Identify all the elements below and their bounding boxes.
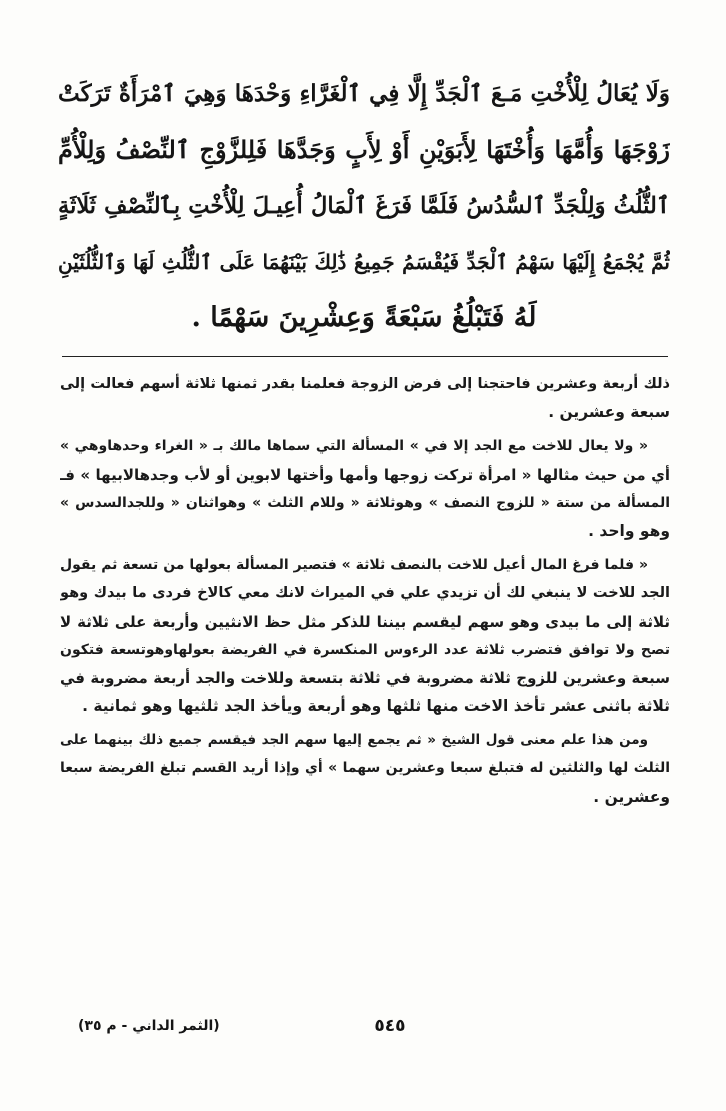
commentary-line: المسألة من ستة « للزوج النصف » وهوثلاثة « وللام الثلث » وهواثنان « وللجدالسدس »	[60, 494, 670, 511]
commentary-line: الجد للاخت لا ينبغي لك أن تزيدي علي في الميراث لانك معي كالاخ فردى ما بيدك وهو	[60, 585, 670, 602]
page-number: ٥٤٥	[374, 1016, 406, 1036]
page-footer	[60, 1016, 670, 1042]
commentary-line: ثلاثة إلى ما بيدى وهو سهم ليقسم بيننا للذكر مثل حظ الانثيين وأربعة على ثلاثة لا	[60, 612, 670, 631]
commentary-line: سبعة وعشرين للزوج ثلاثة مضروبة في ثلاثة بتسعة وللاخت والجد أربعة مضروبة في	[60, 668, 670, 687]
footer-signature: (الثمر الداني - م ٣٥)	[78, 1018, 220, 1034]
commentary-line: وعشرين .	[593, 787, 670, 806]
commentary-line: الثلث لها والثلثين له فتبلغ سبعا وعشرين سهما » أي وإذا أريد القسم تبلغ الفريضة سبعا	[60, 760, 670, 777]
commentary-line: أي من حيث مثالها « امرأة تركت زوجها وأمها وأختها لابوين أو لأب وجدهالابيها » فـ	[60, 465, 670, 484]
commentary-line: تصح ولا توافق فتضرب ثلاثة عدد الرءوس المنكسرة في الفريضة بعولهاوهوتسعة فتكون	[60, 641, 670, 658]
commentary-line: ثلاثة باثنى عشر تأخذ الاخت منها ثلثها وهو أربعة ويأخذ الجد ثلثيها وهو ثمانية .	[82, 697, 670, 716]
commentary-line: ذلك أربعة وعشرين فاحتجنا إلى فرض الزوجة فعلمنا بقدر ثمنها ثلاثة أسهم فعالت إلى	[60, 376, 670, 392]
main-text-line: ثُمَّ يُجْمَعُ إِلَيْهَا سَهْمُ ٱلْجَدِّ فَيُقْسَمُ جَمِيعُ ذَٰلِكَ بَيْنَهُمَا عَلَى ٱلثُّلُثِ لَهَا وَٱلثُّلُثَيْنِ	[58, 250, 670, 274]
commentary-paragraph	[60, 551, 670, 720]
main-text-block	[58, 66, 670, 346]
commentary-line: سبعة وعشرين .	[548, 403, 670, 422]
commentary-paragraph	[60, 370, 670, 426]
commentary-paragraph	[60, 432, 670, 545]
main-text-line: ٱلثُّلُثُ وَلِلْجَدِّ ٱلسُّدُسُ فَلَمَّا فَرَغَ ٱلْمَالُ أُعِيـلَ لِلْأُخْتِ بِٱلنِّصْفِ ثَلَاثَةٍ	[58, 193, 670, 219]
main-text-line: وَلَا يُعَالُ لِلْأُخْتِ مَـعَ ٱلْجَدِّ إِلَّا فِي ٱلْغَرَّاءِ وَحْدَهَا وَهِيَ ٱمْرَأَةٌ تَرَكَتْ	[58, 80, 670, 107]
commentary-block	[60, 370, 670, 817]
commentary-line: « ولا يعال للاخت مع الجد إلا في » المسألة التي سماها مالك بـ « الغراء وحدهاوهي »	[60, 438, 648, 455]
commentary-line: ومن هذا علم معنى قول الشيخ « ثم يجمع إليها سهم الجد فيقسم جميع ذلك بينهما على	[60, 732, 648, 749]
separator-rule	[62, 356, 668, 357]
commentary-line: وهو واحد .	[588, 521, 670, 540]
commentary-paragraph	[60, 726, 670, 811]
main-text-line: لَهُ فَتَبْلُغُ سَبْعَةً وَعِشْرِينَ سَهْمًا .	[191, 302, 537, 333]
main-text-line: زَوْجَهَا وَأُمَّهَا وَأُخْتَهَا لِأَبَوَيْنِ أَوْ لِأَبٍ وَجَدَّهَا فَلِلزَّوْجِ ٱلنِّصْفُ وَلِلْأُمِّ	[58, 135, 670, 164]
commentary-line: « فلما فرغ المال أعيل للاخت بالنصف ثلاثة » فتصير المسألة بعولها من تسعة ثم يقول	[60, 557, 648, 574]
